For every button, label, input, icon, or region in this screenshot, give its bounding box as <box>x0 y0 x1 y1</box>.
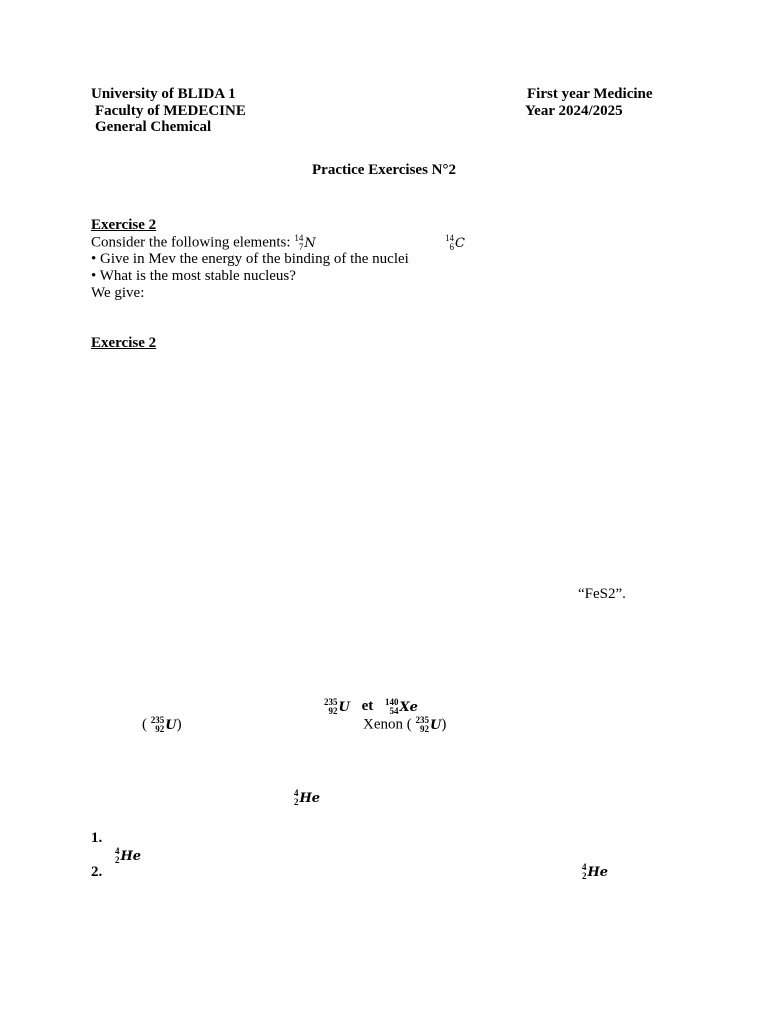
exercise-heading-2: Exercise 2 <box>91 335 157 351</box>
helium-nuclide-center: 4 2 He <box>294 788 321 807</box>
exercise-intro <box>91 234 316 252</box>
xenon-nuclide: 140 54 Xe <box>385 697 418 716</box>
question-stable-nucleus: • What is the most stable nucleus? <box>91 268 296 284</box>
item-number-1: 1. <box>91 830 103 846</box>
page-title: Practice Exercises N°2 <box>312 162 456 178</box>
xenon-reference: Xenon ( 235 92 U ) <box>363 715 447 734</box>
intro-text: Consider the following elements: <box>91 234 291 251</box>
nitrogen-nuclide: 14 7 N <box>294 233 316 252</box>
compound-fes2: “FeS2”. <box>578 586 626 602</box>
faculty-name: Faculty of MEDECINE <box>95 103 246 119</box>
uranium-nuclide: 235 92 U <box>324 697 350 716</box>
carbon-nuclide: 14 6 C <box>445 233 465 252</box>
item-number-2: 2. <box>91 864 103 880</box>
et-text: et <box>361 698 374 715</box>
given-data-label: We give: <box>91 285 145 301</box>
study-year: First year Medicine <box>527 86 653 102</box>
exercise-heading: Exercise 2 <box>91 217 157 233</box>
fission-nuclides <box>324 698 418 716</box>
uranium-reference-left: ( 235 92 U ) <box>142 715 182 734</box>
helium-nuclide-item-2: 4 2 He <box>582 862 609 881</box>
question-binding-energy: • Give in Mev the energy of the binding of the nuclei <box>91 251 409 267</box>
helium-nuclide-item-1: 4 2 He <box>115 846 142 865</box>
university-name: University of BLIDA 1 <box>91 86 236 102</box>
department-name: General Chemical <box>95 119 212 135</box>
academic-year: Year 2024/2025 <box>525 103 623 119</box>
